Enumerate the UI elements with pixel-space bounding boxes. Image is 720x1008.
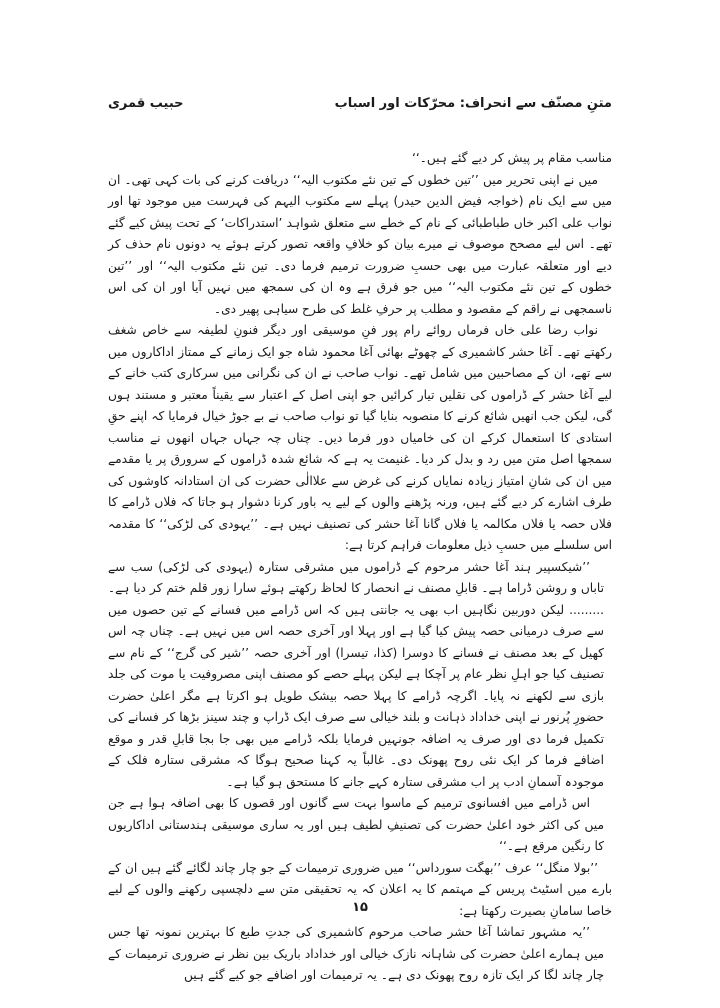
header-title: متنِ مصنّف سے انحراف: محرّکات اور اسباب: [334, 96, 612, 111]
page-number: ۱۵: [352, 900, 368, 915]
quoted-paragraph: ’’شیکسپیر ہند آغا حشر مرحوم کے ڈراموں میں مشرقی ستارہ (یہودی کی لڑکی) سب سے تاباں و روشن ڈراما ہے۔ قابلِ مصنف نے انحصار کا لحاظ رکھتے ہوئے سارا زور قلم ختم کر دیا ہے۔ ......... لیکن دوربین نگاہیں اب بھی یہ جانتی ہیں کہ اس ڈرامے میں فسانے کے تین حصوں میں سے صرف درمیانی حصہ پیش کیا گیا ہے اور پہلا اور آخری حصہ اس میں نہیں ہے۔ چناں چہ اس کھیل کے بعد مصنف نے فسانے کا دوسرا (کذا، تیسرا) اور آخری حصہ ’’شیر کی گرج‘‘ کے نام سے تصنیف کیا جو اہلِ نظر عام پر آچکا ہے لیکن پہلے حصے کو مصنف اپنی مصروفیت یا موت کی جلد بازی سے لکھنے نہ پایا۔ اگرچہ ڈرامے کا پہلا حصہ بیشک طویل ہو اکرتا ہے مگر اعلیٰ حضرت حضورِ پُرنور نے اپنی خداداد ذہانت و بلند خیالی سے صرف ایک ڈراپ و چند سینز بڑھا کر فسانے کی تکمیل فرما دی اور صرف یہ اضافہ جونہیں فرمایا بلکہ ڈرامے میں بھی جا بجا قابلِ قدر و موقع اضافے فرما کر ایک نئی روح پھونک دی۔ غالباً یہ کہنا صحیح ہوگا کہ مشرقی ستارہ فلک کے موجودہ آسمانِ ادب پر اب مشرقی ستارہ کہے جانے کا مستحق ہو گیا ہے۔: [108, 559, 604, 789]
paragraph: ’’بولا منگل‘‘ عرف ’’بھگت سورداس‘‘ میں ضروری ترمیمات کے جو چار چاند لگائے گئے ہیں ان کے بارے میں اسٹیٹ پریس کے مہتمم کا یہ اعلان کہ یہ تحقیقی متن سے دلچسپی رکھنے والوں کے لیے خاصا سامانِ بصیرت رکھتا ہے:: [108, 860, 612, 918]
paragraph-continuation: مناسب مقام پر پیش کر دیے گئے ہیں۔‘‘: [412, 151, 612, 165]
header-author: حبیب قمری: [108, 96, 184, 111]
body-text: [108, 148, 612, 987]
running-header: [108, 96, 612, 118]
paragraph: نواب رضا علی خاں فرماں روائے رام پور فنِ موسیقی اور دیگر فنونِ لطیفہ سے خاص شغف رکھتے تھے۔ آغا حشر کاشمیری کے چھوٹے بھائی آغا محمود شاہ جو ایک زمانے کے ممتاز اداکاروں میں سے تھے، ان کے مصاحبین میں شامل تھے۔ نواب صاحب نے ان کی نگرانی میں سرکاری کتب خانے کے لیے آغا حشر کے ڈراموں کی نقلیں تیار کرائیں جو اپنی اصل کے اعتبار سے یقیناً معتبر و مستند ہوں گی، لیکن جب انھیں شائع کرنے کا منصوبہ بنایا گیا تو نواب صاحب نے بے جوڑ خیال فرمایا کہ اپنے حقِ استادی کا استعمال کرکے ان کی خامیاں دور فرما دیں۔ چناں چہ جہاں جہاں انھوں نے مناسب سمجھا اصل متن میں رد و بدل کر دیا۔ غنیمت یہ ہے کہ شائع شدہ ڈراموں کے سرورق پر یا مقدمے میں ان کی شانِ امتیاز زیادہ نمایاں کرنے کی غرض سے علاالٰی حضرت کی ان استادانہ کاوشوں کی طرف اشارے کر دیے گئے ہیں، ورنہ پڑھنے والوں کے لیے یہ باور کرنا دشوار ہو جاتا کہ فلاں ڈرامے کا فلاں حصہ یا فلاں مکالمہ یا فلاں گانا آغا حشر کی تصنیف نہیں ہے۔ ’’یہودی کی لڑکی‘‘ کا مقدمہ اس سلسلے میں حسبِ ذیل معلومات فراہم کرتا ہے:: [108, 323, 612, 552]
quoted-paragraph: اس ڈرامے میں افسانوی ترمیم کے ماسوا بہت سے گانوں اور قصوں کا بھی اضافہ ہوا ہے جن میں کی اکثر خود اعلیٰ حضرت کی تصنیفِ لطیف ہیں اور یہ ساری موسیقی ہندستانی اداکاریوں کا رنگین مرقع ہے۔‘‘: [108, 796, 604, 853]
quoted-paragraph: ’’یہ مشہور تماشا آغا حشر صاحب مرحوم کاشمیری کی جدتِ طبع کا بہترین نمونہ تھا جس میں ہمارے اعلیٰ حضرت کی شاہانہ نازک خیالی اور خداداد باریک بین نظر نے ضروری ترمیمات کے چار چاند لگا کر ایک تازہ روح پھونک دی ہے۔ یہ ترمیمات اور اضافے جو کیے گئے ہیں: [108, 925, 604, 982]
paragraph: میں نے اپنی تحریر میں ’’تین خطوں کے تین نئے مکتوب الیہ‘‘ دریافت کرنے کی بات کہی تھی۔ ان میں سے ایک نام (خواجہ فیض الدین حیدر) پہلے سے مکتوب الیہم کی فہرست میں موجود تھا اور نواب علی اکبر خاں طباطبائی کے نام کے خطے سے متعلق شواہد ’استدراکات‘ کے تحت پیش کیے گئے تھے۔ اس لیے مصحح موصوف نے میرے بیان کو خلافِ واقعہ تصور کرتے ہوئے یہ دونوں نام حذف کر دیے اور متعلقہ عبارت میں بھی حسبِ ضرورت ترمیم فرما دی۔ تین نئے مکتوب الیہ‘‘ اور ’’تین خطوں کے تین نئے مکتوب الیہ‘‘ میں جو فرق ہے وہ ان کی سمجھ میں نہیں آیا اور ان کی اس ناسمجھی نے راقم کے مقصود و مطلب پر حرفِ غلط کی طرح سیاہی پھیر دی۔: [108, 172, 612, 316]
